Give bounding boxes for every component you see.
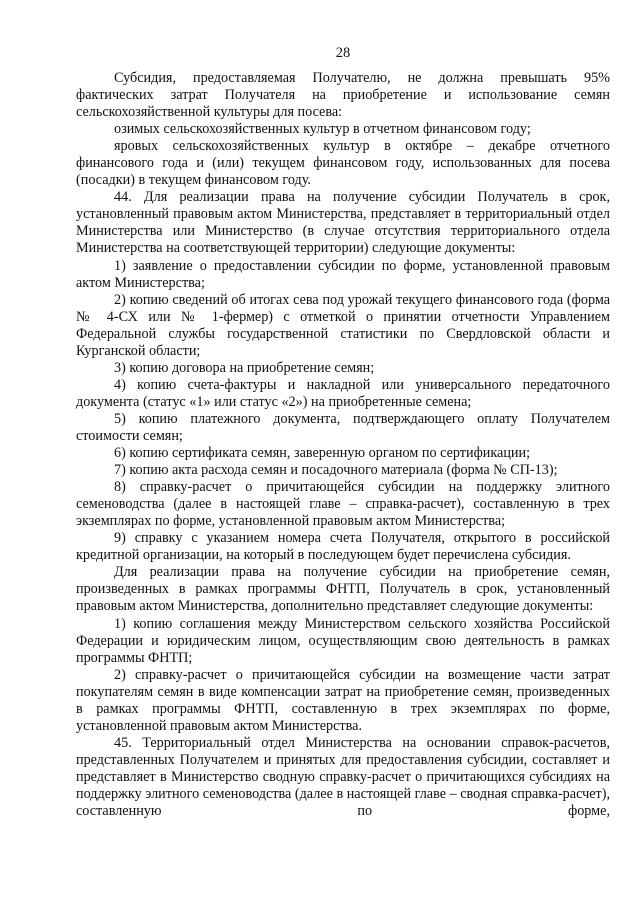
paragraph: 6) копию сертификата семян, заверенную органом по сертификации; xyxy=(114,445,531,462)
paragraph: 1) заявление о предоставлении субсидии по форме, установленной правовым актом Министерства; xyxy=(76,257,610,291)
paragraph: 5) копию платежного документа, подтверждающего оплату Получателем стоимости семян; xyxy=(76,410,610,444)
paragraph: 4) копию счета-фактуры и накладной или универсального передаточного документа (статус «1» или статус «2») на приобретенные семена; xyxy=(76,376,610,410)
paragraph: 44. Для реализации права на получение субсидии Получатель в срок, установленный правовым актом Министерства, представляет в территориальный отдел Министерства или Министерство (в случае отсутствия территориального отдела Министерства на соответствующей территории) следующие документы: xyxy=(76,189,610,257)
paragraph: 45. Территориальный отдел Министерства на основании справок-расчетов, представленных Получателем и принятых для предоставления субсидии, составляет и представляет в Министерство сводную справку-расчет о причитающихся субсидиях на поддержку элитного семеноводства (далее в настоящей главе – сводная справка-расчет), составленную по форме, xyxy=(76,734,610,820)
paragraph: яровых сельскохозяйственных культур в октябре – декабре отчетного финансового года и (или) текущем финансовом году, использованных для посева (посадки) в текущем финансовом году. xyxy=(76,138,610,189)
paragraph: 3) копию договора на приобретение семян; xyxy=(114,359,375,376)
paragraph: 7) копию акта расхода семян и посадочного материала (форма № СП-13); xyxy=(114,462,558,479)
paragraph: 2) копию сведений об итогах сева под урожай текущего финансового года (форма № 4-СХ или № 1-фермер) с отметкой о принятии отчетности Управлением Федеральной службы государственной статистики по Свердловской области и Курганской области; xyxy=(76,291,610,359)
paragraph: 9) справку с указанием номера счета Получателя, открытого в российской кредитной организации, на который в последующем будет перечислена субсидия. xyxy=(76,530,610,564)
paragraph: 2) справку-расчет о причитающейся субсидии на возмещение части затрат покупателям семян в виде компенсации затрат на приобретение семян, произведенных в рамках программы ФНТП, составленную в трех экземплярах по форме, установленной правовым актом Министерства. xyxy=(76,666,610,734)
paragraph: Субсидия, предоставляемая Получателю, не должна превышать 95% фактических затрат Получателя на приобретение и использование семян сельскохозяйственной культуры для посева: xyxy=(76,70,610,121)
document-page xyxy=(76,42,610,820)
paragraph: Для реализации права на получение субсидии на приобретение семян, произведенных в рамках программы ФНТП, Получатель в срок, установленный правовым актом Министерства, дополнительно представляет следующие документы: xyxy=(76,564,610,615)
paragraph: 8) справку-расчет о причитающейся субсидии на поддержку элитного семеноводства (далее в настоящей главе – справка-расчет), составленную в трех экземплярах по форме, установленной правовым актом Министерства; xyxy=(76,479,610,530)
paragraph: озимых сельскохозяйственных культур в отчетном финансовом году; xyxy=(114,121,531,138)
page-number: 28 xyxy=(335,45,351,61)
paragraph: 1) копию соглашения между Министерством сельского хозяйства Российской Федерации и юридическим лицом, осуществляющим свою деятельность в рамках программы ФНТП; xyxy=(76,615,610,666)
